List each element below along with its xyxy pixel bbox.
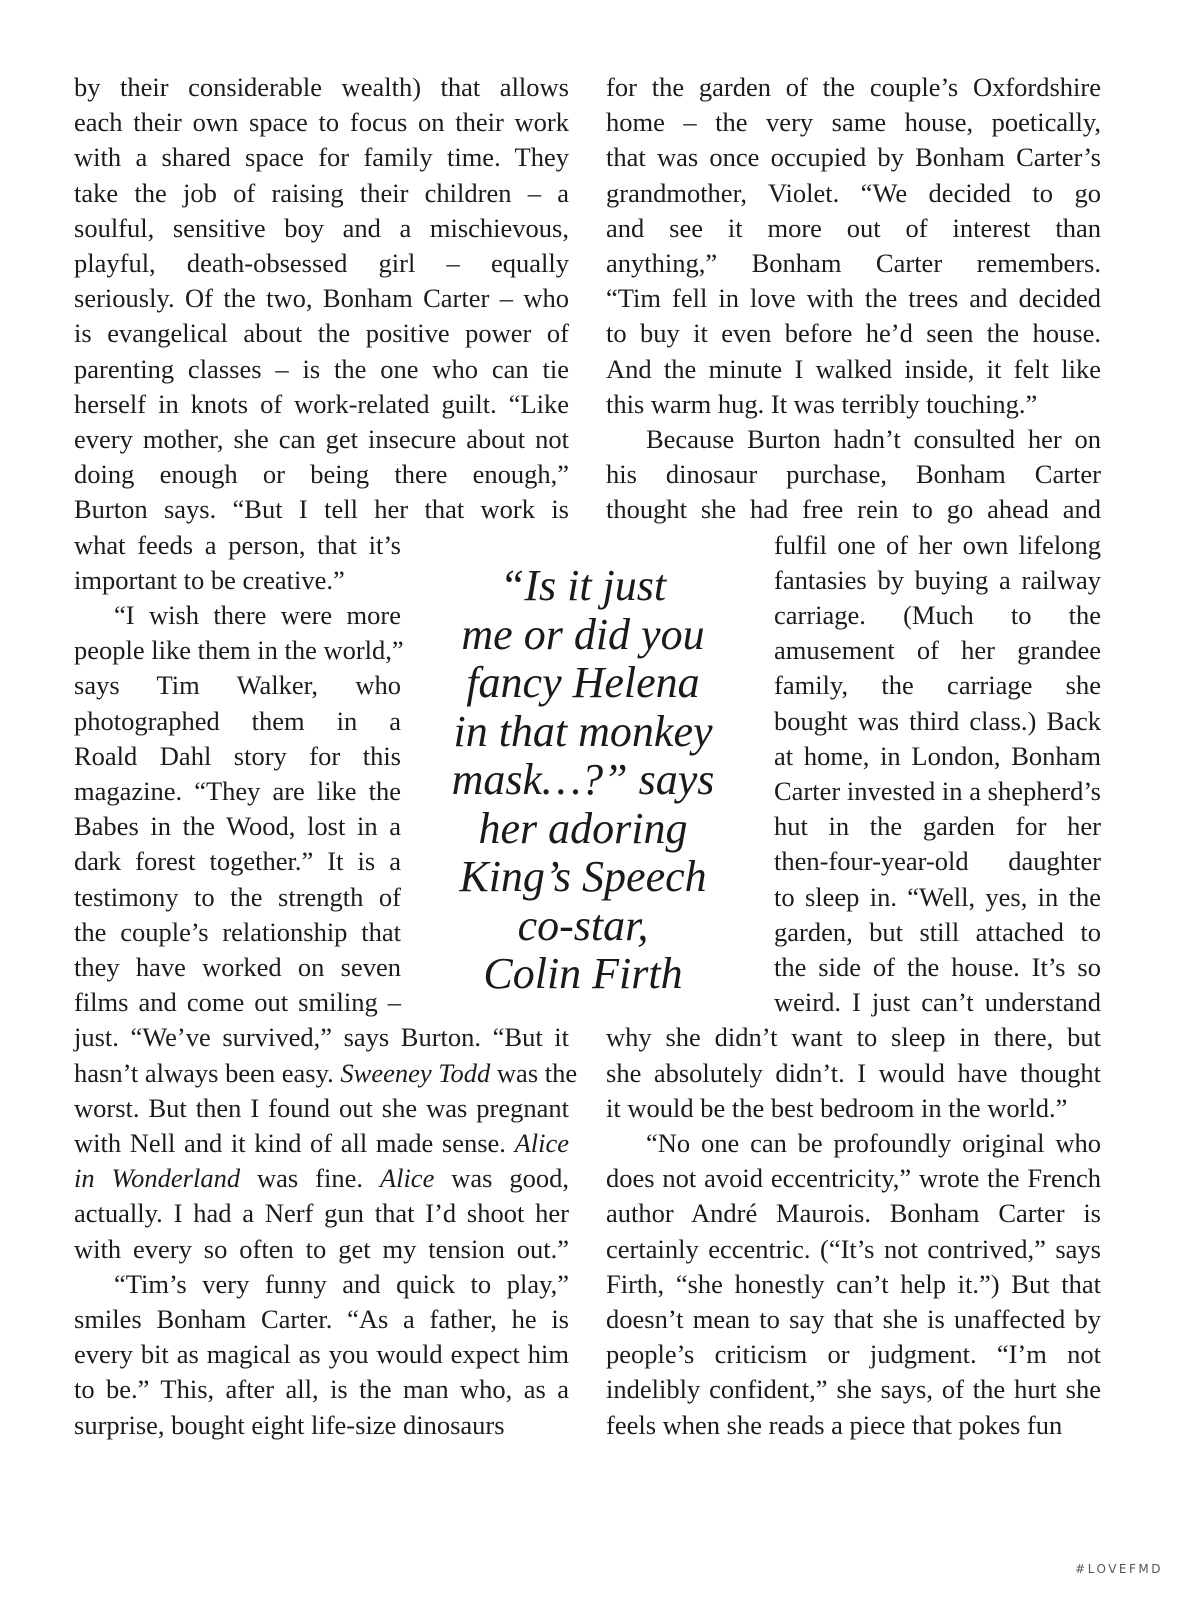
pull-quote-line: fancy Helena [466, 658, 700, 707]
right-line: feels when she reads a piece that pokes fun [606, 1409, 1063, 1440]
left-line: with a shared space for family time. They [74, 142, 569, 173]
left-line: Roald Dahl story for this [74, 740, 401, 771]
left-line: people like them in the world,” [74, 635, 404, 666]
left-line: with Nell and it kind of all made sense. Alice [74, 1128, 569, 1158]
pull-quote-line: co-star, [517, 900, 649, 950]
left-line: magazine. “They are like the [74, 776, 401, 806]
left-line: is evangelical about the positive power of [74, 318, 569, 349]
left-line: surprise, bought eight life-size dinosaurs [74, 1409, 505, 1440]
right-line: fantasies by buying a railway [774, 564, 1101, 595]
right-line: hut in the garden for her [774, 811, 1101, 842]
left-line: important to be creative.” [74, 564, 345, 595]
left-line: hasn’t always been easy. Sweeney Todd was the [74, 1057, 578, 1088]
left-line: dark forest together.” It is a [74, 846, 401, 877]
left-line: just. “We’ve survived,” says Burton. “But it [74, 1022, 569, 1053]
left-line: by their considerable wealth) that allows [74, 72, 569, 102]
right-line: bought was third class.) Back [774, 705, 1101, 736]
right-line: family, the carriage she [774, 670, 1101, 701]
right-line: why she didn’t want to sleep in there, but [606, 1022, 1101, 1053]
left-line: they have worked on seven [74, 952, 401, 982]
right-line: certainly eccentric. (“It’s not contrived,” says [606, 1233, 1101, 1264]
watermark: #LOVEFMD [1075, 1562, 1163, 1576]
right-line: does not avoid eccentricity,” wrote the French [606, 1163, 1101, 1194]
right-line: at home, in London, Bonham [774, 740, 1101, 771]
right-line: “Tim fell in love with the trees and decided [606, 283, 1101, 314]
left-line: Burton says. “But I tell her that work is [74, 494, 569, 525]
right-line: home – the very same house, poetically, [606, 107, 1101, 138]
right-line: thought she had free rein to go ahead and [606, 494, 1101, 525]
left-line: each their own space to focus on their work [74, 107, 569, 138]
left-line: “Tim’s very funny and quick to play,” [114, 1268, 569, 1299]
left-line: parenting classes – is the one who can tie [74, 353, 569, 384]
pull-quote-line: me or did you [461, 609, 705, 659]
right-line: to sleep in. “Well, yes, in the [774, 881, 1101, 912]
right-line: author André Maurois. Bonham Carter is [606, 1198, 1101, 1229]
right-line: for the garden of the couple’s Oxfordshire [606, 72, 1101, 102]
left-line: every bit as magical as you would expect him [74, 1339, 569, 1370]
pull-quote-line: her adoring [478, 803, 688, 853]
pull-quote-line: “Is it just [499, 561, 667, 610]
left-line: with every so often to get my tension out.” [74, 1233, 569, 1264]
right-line: it would be the best bedroom in the world.” [606, 1092, 1068, 1123]
left-line: herself in knots of work-related guilt. “Like [74, 388, 569, 419]
right-line: she absolutely didn’t. I would have thought [606, 1057, 1101, 1088]
left-line: Babes in the Wood, lost in a [74, 811, 401, 842]
left-line: photographed them in a [74, 705, 401, 736]
right-line: doesn’t mean to say that she is unaffected by [606, 1304, 1101, 1334]
right-line: fulfil one of her own lifelong [774, 529, 1101, 560]
right-line: this warm hug. It was terribly touching.” [606, 388, 1038, 419]
right-line: to buy it even before he’d seen the house. [606, 318, 1101, 349]
right-line: indelibly confident,” she says, of the hurt she [606, 1374, 1101, 1405]
pull-quote-line: in that monkey [453, 706, 713, 756]
pull-quote-line: King’s Speech [459, 852, 707, 901]
pull-quote-line: mask…?” says [451, 755, 715, 804]
left-line: worst. But then I found out she was pregnant [74, 1092, 569, 1123]
left-line: in Wonderland was fine. Alice was good, [74, 1163, 569, 1194]
pull-quote [418, 562, 748, 999]
right-line: carriage. (Much to the [774, 600, 1101, 630]
left-line: testimony to the strength of [74, 881, 401, 912]
left-line: what feeds a person, that it’s [74, 529, 401, 560]
right-line: people’s criticism or judgment. “I’m not [606, 1339, 1101, 1370]
left-line: playful, death-obsessed girl – equally [74, 248, 569, 278]
left-line: the couple’s relationship that [74, 916, 401, 947]
right-line: then-four-year-old daughter [774, 846, 1101, 877]
right-line: garden, but still attached to [774, 916, 1101, 947]
left-line: says Tim Walker, who [74, 670, 401, 701]
pull-quote-line: Colin Firth [483, 949, 683, 998]
right-line: grandmother, Violet. “We decided to go [606, 177, 1101, 208]
right-line: the side of the house. It’s so [774, 952, 1101, 982]
right-line: amusement of her grandee [774, 635, 1101, 666]
left-line: films and come out smiling – [74, 987, 401, 1018]
right-line: Because Burton hadn’t consulted her on [646, 424, 1101, 454]
left-line: “I wish there were more [114, 600, 401, 630]
right-line: his dinosaur purchase, Bonham Carter [606, 459, 1101, 490]
left-line: every mother, she can get insecure about not [74, 424, 569, 454]
left-line: actually. I had a Nerf gun that I’d shoot her [74, 1198, 569, 1229]
left-line: to be.” This, after all, is the man who, as a [74, 1374, 569, 1405]
right-line: weird. I just can’t understand [774, 987, 1101, 1018]
left-line: seriously. Of the two, Bonham Carter – who [74, 283, 569, 314]
left-line: smiles Bonham Carter. “As a father, he is [74, 1304, 569, 1334]
left-line: doing enough or being there enough,” [74, 459, 569, 490]
right-line: Carter invested in a shepherd’s [774, 776, 1101, 806]
left-line: take the job of raising their children – a [74, 177, 569, 208]
left-line: soulful, sensitive boy and a mischievous, [74, 212, 569, 243]
right-line: and see it more out of interest than [606, 212, 1101, 243]
right-line: that was once occupied by Bonham Carter’s [606, 142, 1101, 173]
right-line: “No one can be profoundly original who [646, 1128, 1101, 1158]
right-line: And the minute I walked inside, it felt like [606, 353, 1101, 384]
right-line: Firth, “she honestly can’t help it.”) But that [606, 1268, 1101, 1299]
right-line: anything,” Bonham Carter remembers. [606, 248, 1101, 278]
